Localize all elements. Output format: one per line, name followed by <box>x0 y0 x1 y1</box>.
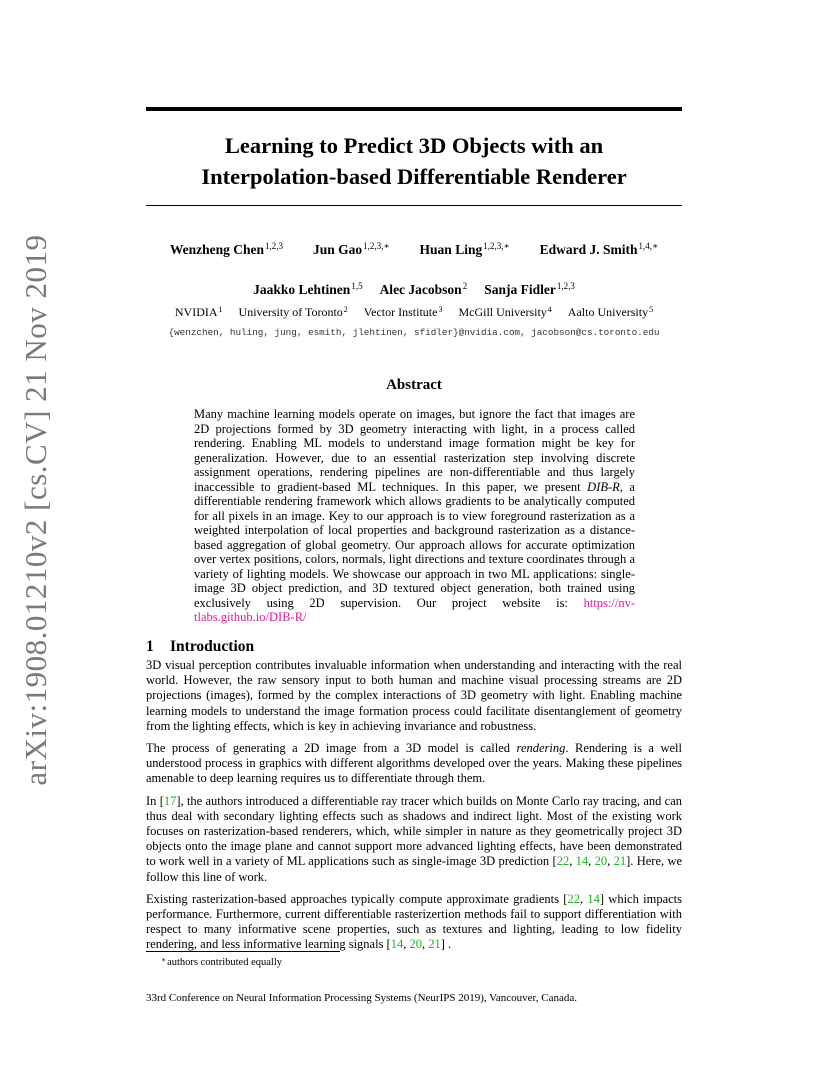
title-line-2: Interpolation-based Differentiable Renderer <box>201 164 627 189</box>
affiliations <box>146 305 682 320</box>
affiliation: Vector Institute$^3$ <box>363 305 443 319</box>
section-heading-introduction: 1 Introduction <box>146 638 255 655</box>
citation-link[interactable]: 21 <box>428 937 441 952</box>
title-rule-bottom <box>146 205 682 206</box>
paragraph: The process of generating a 2D image from a 3D model is called rendering. Rendering is a well understood process in graphics with different algorithms developed over the years. Making these pipelines amenable to deep learning requires us to differentiate through them. <box>146 741 683 786</box>
project-website-link[interactable]: https://nv-tlabs.github.io/DIB-R/ <box>194 595 635 624</box>
citation-link[interactable]: 20 <box>594 854 608 869</box>
title-rule-top <box>146 107 682 111</box>
abstract-body: Many machine learning models operate on images, but ignore the fact that images are 2D projections formed by 3D geometry interacting with light, in a process called rendering. Enabling ML models to understand image formation might be key for generalization. However, due to an essential rasterization step involving discrete assignment operations, rendering pipelines are non-differentiable and thus largely inaccessible to gradient-based ML techniques. In this paper, we present DIB-R, a differentiable rendering framework which allows gradients to be analytically computed for all pixels in an image. Key to our approach is to view foreground rasterization as a weighted interpolation of local properties and background rasterization as a distance-based aggregation of global geometry. Our approach allows for accurate optimization over vertex positions, colors, normals, light directions and texture coordinates through a variety of lighting models. We showcase our approach in two ML applications: single-image 3D object prediction, and 3D textured object generation, both trained using exclusively using 2D supervision. Our project website is: https://nv-tlabs.github.io/DIB-R/ <box>194 407 635 624</box>
citation-link[interactable]: 22 <box>567 891 580 906</box>
paragraph: 3D visual perception contributes invaluable information when understanding and interacting with the real world. However, the raw sensory input to both human and machine visual processing streams are 2D projections (images), formed by the complex interactions of 3D geometry with light. Enabling machine learning models to understand the image formation process could facilitate disentanglement of geometry from the lighting effects, which is key in achieving invariance and robustness. <box>146 658 682 733</box>
introduction-body <box>146 658 682 960</box>
citation-link[interactable]: 20 <box>409 937 422 952</box>
author: Huan Ling$^{1,2,3,∗}$ <box>419 241 510 257</box>
footnote: ∗authors contributed equally <box>161 955 282 968</box>
abstract-heading: Abstract <box>386 377 442 393</box>
affiliation: University of Toronto$^2$ <box>238 305 348 319</box>
author: Jun Gao$^{1,2,3,∗}$ <box>313 241 390 257</box>
arxiv-stamp: arXiv:1908.01210v2 [cs.CV] 21 Nov 2019 <box>18 234 53 786</box>
citation-link[interactable]: 14 <box>587 891 600 906</box>
author-emails: {wenzchen, huling, jung, esmith, jlehtinen, sfidler}@nvidia.com, jacobson@cs.toronto.edu <box>168 327 660 338</box>
author: Sanja Fidler$^{1,2,3}$ <box>484 281 575 297</box>
author: Jaakko Lehtinen$^{1,5}$ <box>253 281 363 297</box>
authors-row-1 <box>146 241 682 258</box>
paragraph: Existing rasterization-based approaches typically compute approximate gradients [22, 14] which impacts performance. Furthermore, current differentiable rasterizertion methods fail to support differentiation with respect to many informative scene properties, such as textures and lighting, leading to low fidelity rendering, and less informative learning signals [14, 20, 21] . <box>146 891 682 952</box>
footnote-rule <box>146 951 340 952</box>
venue-footer: 33rd Conference on Neural Information Processing Systems (NeurIPS 2019), Vancouver, Canada. <box>146 992 578 1004</box>
paragraph: In [17], the authors introduced a differentiable ray tracer which builds on Monte Carlo ray tracing, and can thus deal with secondary lighting effects such as shadows and indirect light. Most of the existing work focuses on rasterization-based renderers, which, while simpler in nature as they geometrically project 3D objects onto the image plane and cannot support more advanced lighting effects, have been demonstrated to work well in a variety of ML applications such as single-image 3D prediction [22, 14, 20, 21]. Here, we follow this line of work. <box>146 793 683 884</box>
citation-link[interactable]: 22 <box>556 854 570 869</box>
affiliation: Aalto University$^5$ <box>567 305 654 319</box>
citation-link[interactable]: 21 <box>613 854 627 869</box>
authors-row-2 <box>146 281 682 298</box>
title-line-1: Learning to Predict 3D Objects with an <box>224 133 604 158</box>
author: Wenzheng Chen$^{1,2,3}$ <box>169 241 284 257</box>
affiliation: McGill University$^4$ <box>458 305 552 319</box>
author: Alec Jacobson$^2$ <box>379 281 468 297</box>
citation-link[interactable]: 17 <box>163 793 177 808</box>
citation-link[interactable]: 14 <box>575 854 589 869</box>
citation-link[interactable]: 14 <box>390 937 404 952</box>
author: Edward J. Smith$^{1,4,∗}$ <box>539 241 659 257</box>
paper-title <box>146 130 682 192</box>
affiliation: NVIDIA$^1$ <box>174 305 223 319</box>
